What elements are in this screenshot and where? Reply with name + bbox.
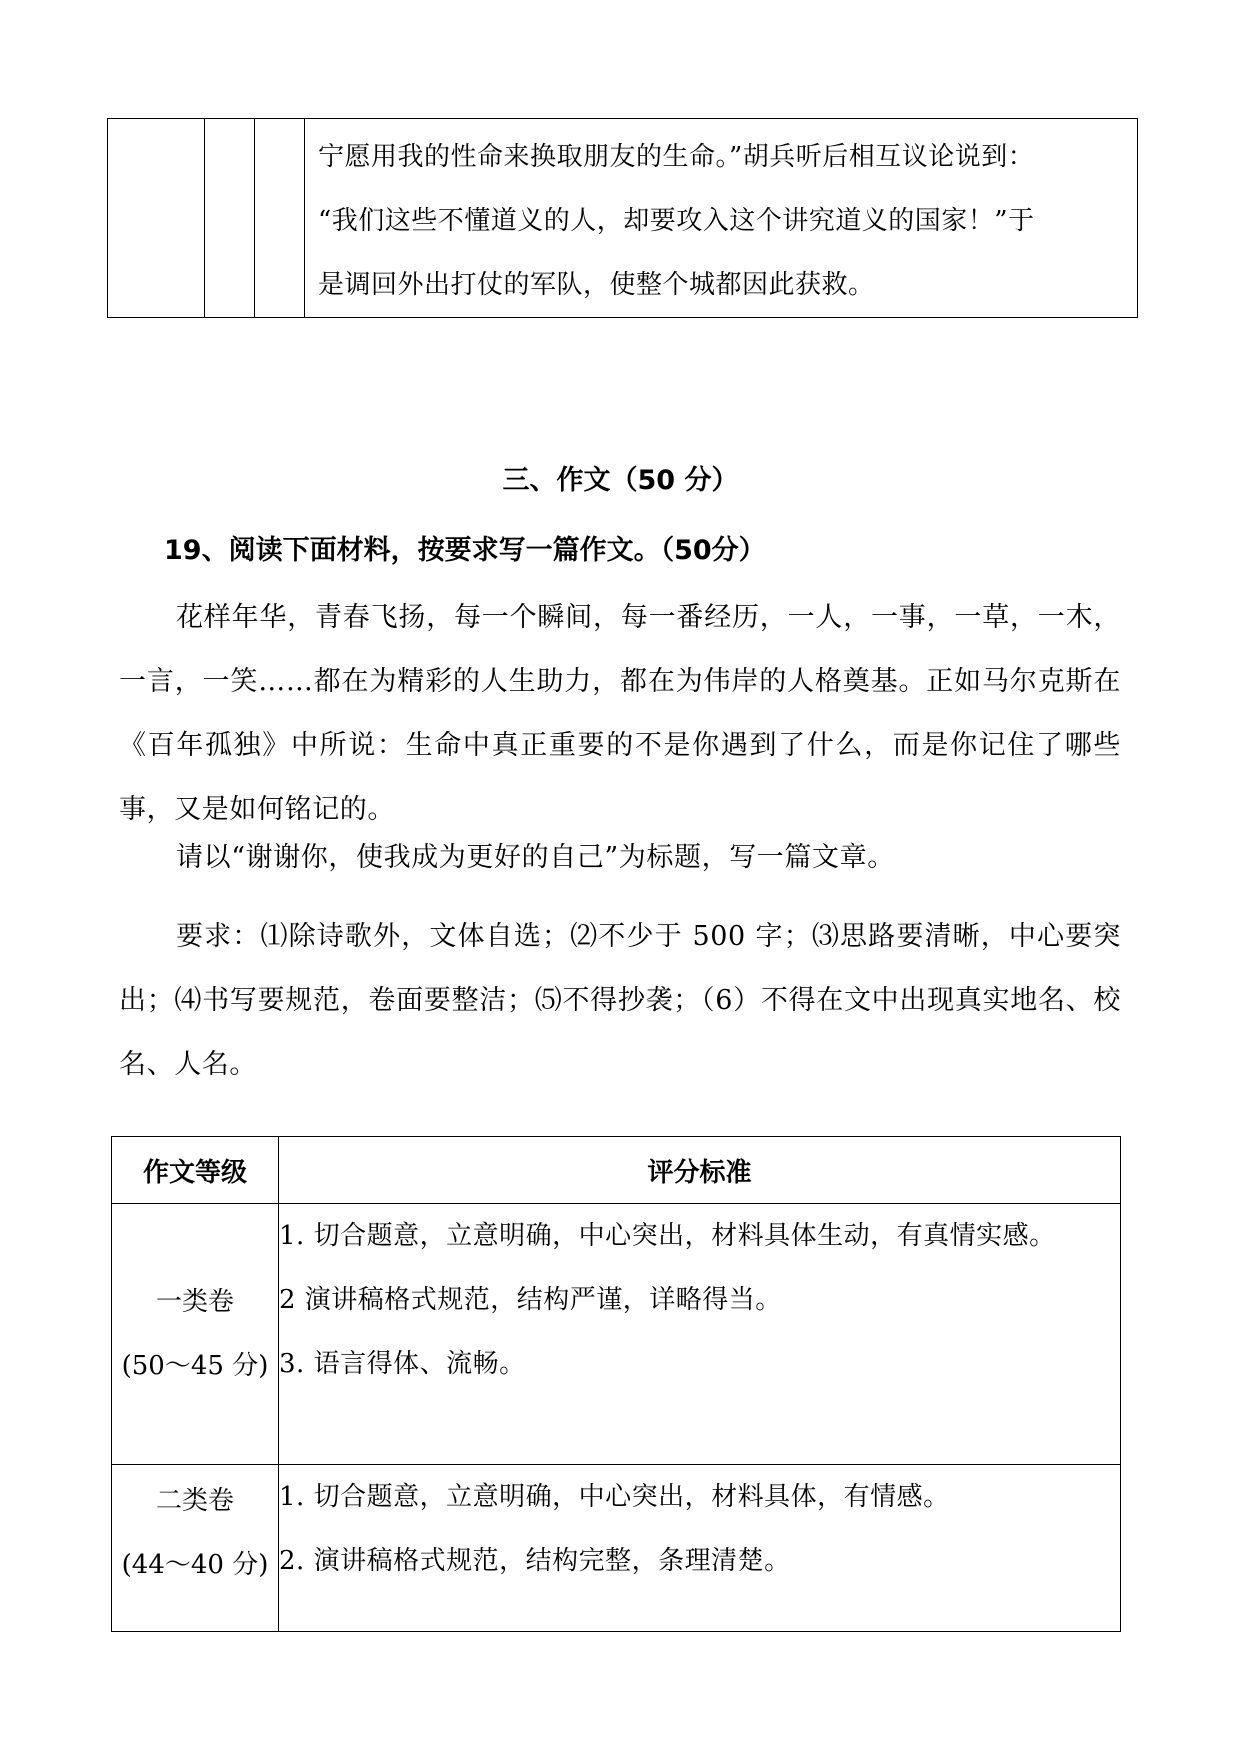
grade-cell	[112, 1204, 279, 1465]
grade-range: (50～45 分)	[121, 1351, 269, 1381]
table-row	[112, 1465, 1121, 1632]
criteria-item: 2. 演讲稿格式规范，结构完整，条理清楚。	[279, 1546, 791, 1576]
requirements-paragraph: 要求：⑴除诗歌外，文体自选；⑵不少于 500 字；⑶思路要清晰，中心要突出；⑷书写要规范，卷面要整洁；⑸不得抄袭；（6）不得在文中出现真实地名、校名、人名。	[119, 921, 1121, 1080]
criteria-cell	[279, 1204, 1121, 1465]
header-criteria: 评分标准	[279, 1137, 1121, 1204]
empty-cell	[205, 119, 255, 318]
story-line: “我们这些不懂道义的人，却要攻入这个讲究道义的国家！”于	[318, 206, 1035, 236]
story-text-cell	[305, 119, 1138, 318]
grade-cell	[112, 1465, 279, 1632]
table-header-row	[112, 1137, 1121, 1204]
criteria-item: 1. 切合题意，立意明确，中心突出，材料具体，有情感。	[279, 1482, 950, 1512]
material-paragraph: 花样年华，青春飞扬，每一个瞬间，每一番经历，一人，一事，一草，一木，一言，一笑……都在为精彩的人生助力，都在为伟岸的人格奠基。正如马尔克斯在《百年孤独》中所说：生命中真正重要的不是你遇到了什么，而是你记住了哪些事，又是如何铭记的。	[119, 602, 1121, 825]
grade-name: 一类卷	[155, 1287, 234, 1317]
header-grade: 作文等级	[112, 1137, 279, 1204]
story-line: 宁愿用我的性命来换取朋友的生命。”胡兵听后相互议论说到：	[318, 142, 1035, 172]
question-heading: 19、阅读下面材料，按要求写一篇作文。（50分）	[164, 535, 766, 566]
criteria-cell	[279, 1465, 1121, 1632]
grade-range: (44～40 分)	[121, 1550, 269, 1580]
empty-cell	[255, 119, 305, 318]
criteria-item: 3. 语言得体、流畅。	[279, 1349, 526, 1379]
story-line: 是调回外出打仗的军队，使整个城都因此获救。	[318, 270, 875, 300]
empty-cell	[108, 119, 205, 318]
continuation-table	[107, 118, 1138, 318]
prompt-paragraph: 请以“谢谢你，使我成为更好的自己”为标题，写一篇文章。	[176, 842, 895, 873]
grade-name: 二类卷	[155, 1486, 234, 1516]
criteria-item: 2 演讲稿格式规范，结构严谨，详略得当。	[279, 1285, 782, 1315]
table-row	[112, 1204, 1121, 1465]
scoring-table	[111, 1136, 1121, 1632]
table-row	[108, 119, 1138, 318]
section-title: 三、作文（50 分）	[502, 465, 739, 496]
criteria-item: 1. 切合题意，立意明确，中心突出，材料具体生动，有真情实感。	[279, 1221, 1056, 1251]
